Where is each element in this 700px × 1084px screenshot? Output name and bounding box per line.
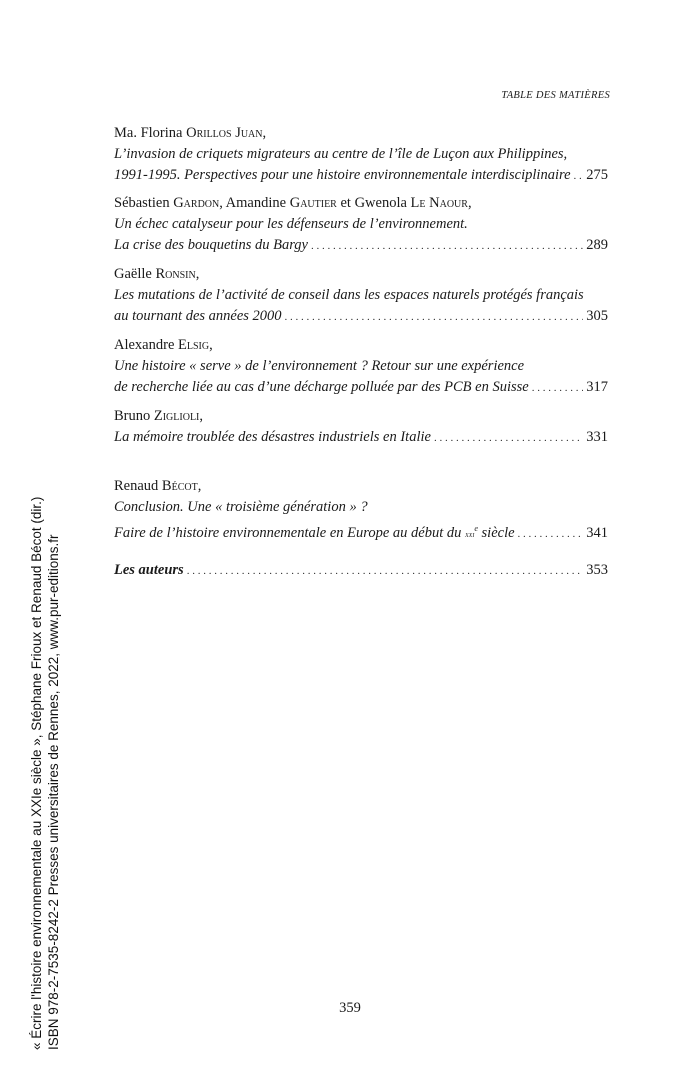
entry-author: Alexandre Elsig, (114, 337, 213, 353)
toc-entry (114, 264, 608, 328)
entry-title-line: Une histoire « serve » de l’environnement ? Retour sur une expérience (114, 358, 525, 374)
running-head: TABLE DES MATIÈRES (501, 90, 610, 101)
dot-leader (311, 235, 583, 257)
dot-leader (532, 377, 584, 399)
entry-title-text: 1991-1995. Perspectives pour une histoire environnementale interdisciplinaire (114, 167, 571, 183)
entry-title-last-line[interactable] (114, 518, 608, 545)
entry-title-text: La mémoire troublée des désastres industriels en Italie (114, 429, 431, 445)
isbn-line: ISBN 978-2-7535-8242-2 Presses universitaires de Rennes, 2022, www.pur-editions.fr (46, 534, 61, 1050)
entry-page-number: 305 (586, 308, 608, 324)
entry-page-number: 275 (586, 167, 608, 183)
toc-entry (114, 476, 608, 545)
toc-entry (114, 560, 608, 582)
entry-page-number: 331 (586, 429, 608, 445)
toc-entry (114, 335, 608, 399)
entry-page-number: 289 (586, 237, 608, 253)
toc-entry (114, 406, 608, 449)
entry-title-text: La crise des bouquetins du Bargy (114, 237, 308, 253)
toc-entry (114, 123, 608, 187)
entry-author: Bruno Ziglioli, (114, 408, 204, 424)
entry-title-line: L’invasion de criquets migrateurs au centre de l’île de Luçon aux Philippines, (114, 146, 568, 162)
authors-line[interactable] (114, 560, 608, 582)
dot-leader (285, 306, 584, 328)
entry-page-number: 317 (586, 379, 608, 395)
entry-author: Renaud Bécot, (114, 478, 202, 494)
entry-title-line: Un échec catalyseur pour les défenseurs de l’environnement. (114, 216, 468, 232)
entry-title-last-line[interactable] (114, 427, 608, 449)
entry-page-number: 353 (586, 562, 608, 578)
page-number: 359 (339, 1000, 361, 1016)
entry-title-line: Les mutations de l’activité de conseil dans les espaces naturels protégés français (114, 287, 584, 303)
dot-leader (574, 165, 584, 187)
authors-label: Les auteurs (114, 562, 184, 578)
toc-entry (114, 193, 608, 257)
entry-page-number: 341 (586, 524, 608, 541)
entry-author: Ma. Florina Orillos Juan, (114, 125, 267, 141)
dot-leader (518, 523, 584, 545)
entry-title-line: Conclusion. Une « troisième génération » ? (114, 499, 368, 515)
entry-title-text: Faire de l’histoire environnementale en Europe au début du xxi$^e$ siècle (114, 524, 515, 541)
dot-leader (434, 427, 583, 449)
citation-line: « Écrire l'histoire environnementale au XXIe siècle », Stéphane Frioux et Renaud Bécot (dir.) (29, 496, 44, 1050)
entry-title-last-line[interactable] (114, 377, 608, 399)
citation-sidebar (28, 497, 62, 1050)
entry-title-last-line[interactable] (114, 306, 608, 328)
entry-title-text: de recherche liée au cas d’une décharge polluée par des PCB en Suisse (114, 379, 529, 395)
entry-author: Gaëlle Ronsin, (114, 266, 200, 282)
entry-title-last-line[interactable] (114, 165, 608, 187)
entry-title-text: au tournant des années 2000 (114, 308, 282, 324)
dot-leader (187, 560, 584, 582)
entry-title-last-line[interactable] (114, 235, 608, 257)
entry-author: Sébastien Gardon, Amandine Gautier et Gwenola Le Naour, (114, 195, 472, 211)
